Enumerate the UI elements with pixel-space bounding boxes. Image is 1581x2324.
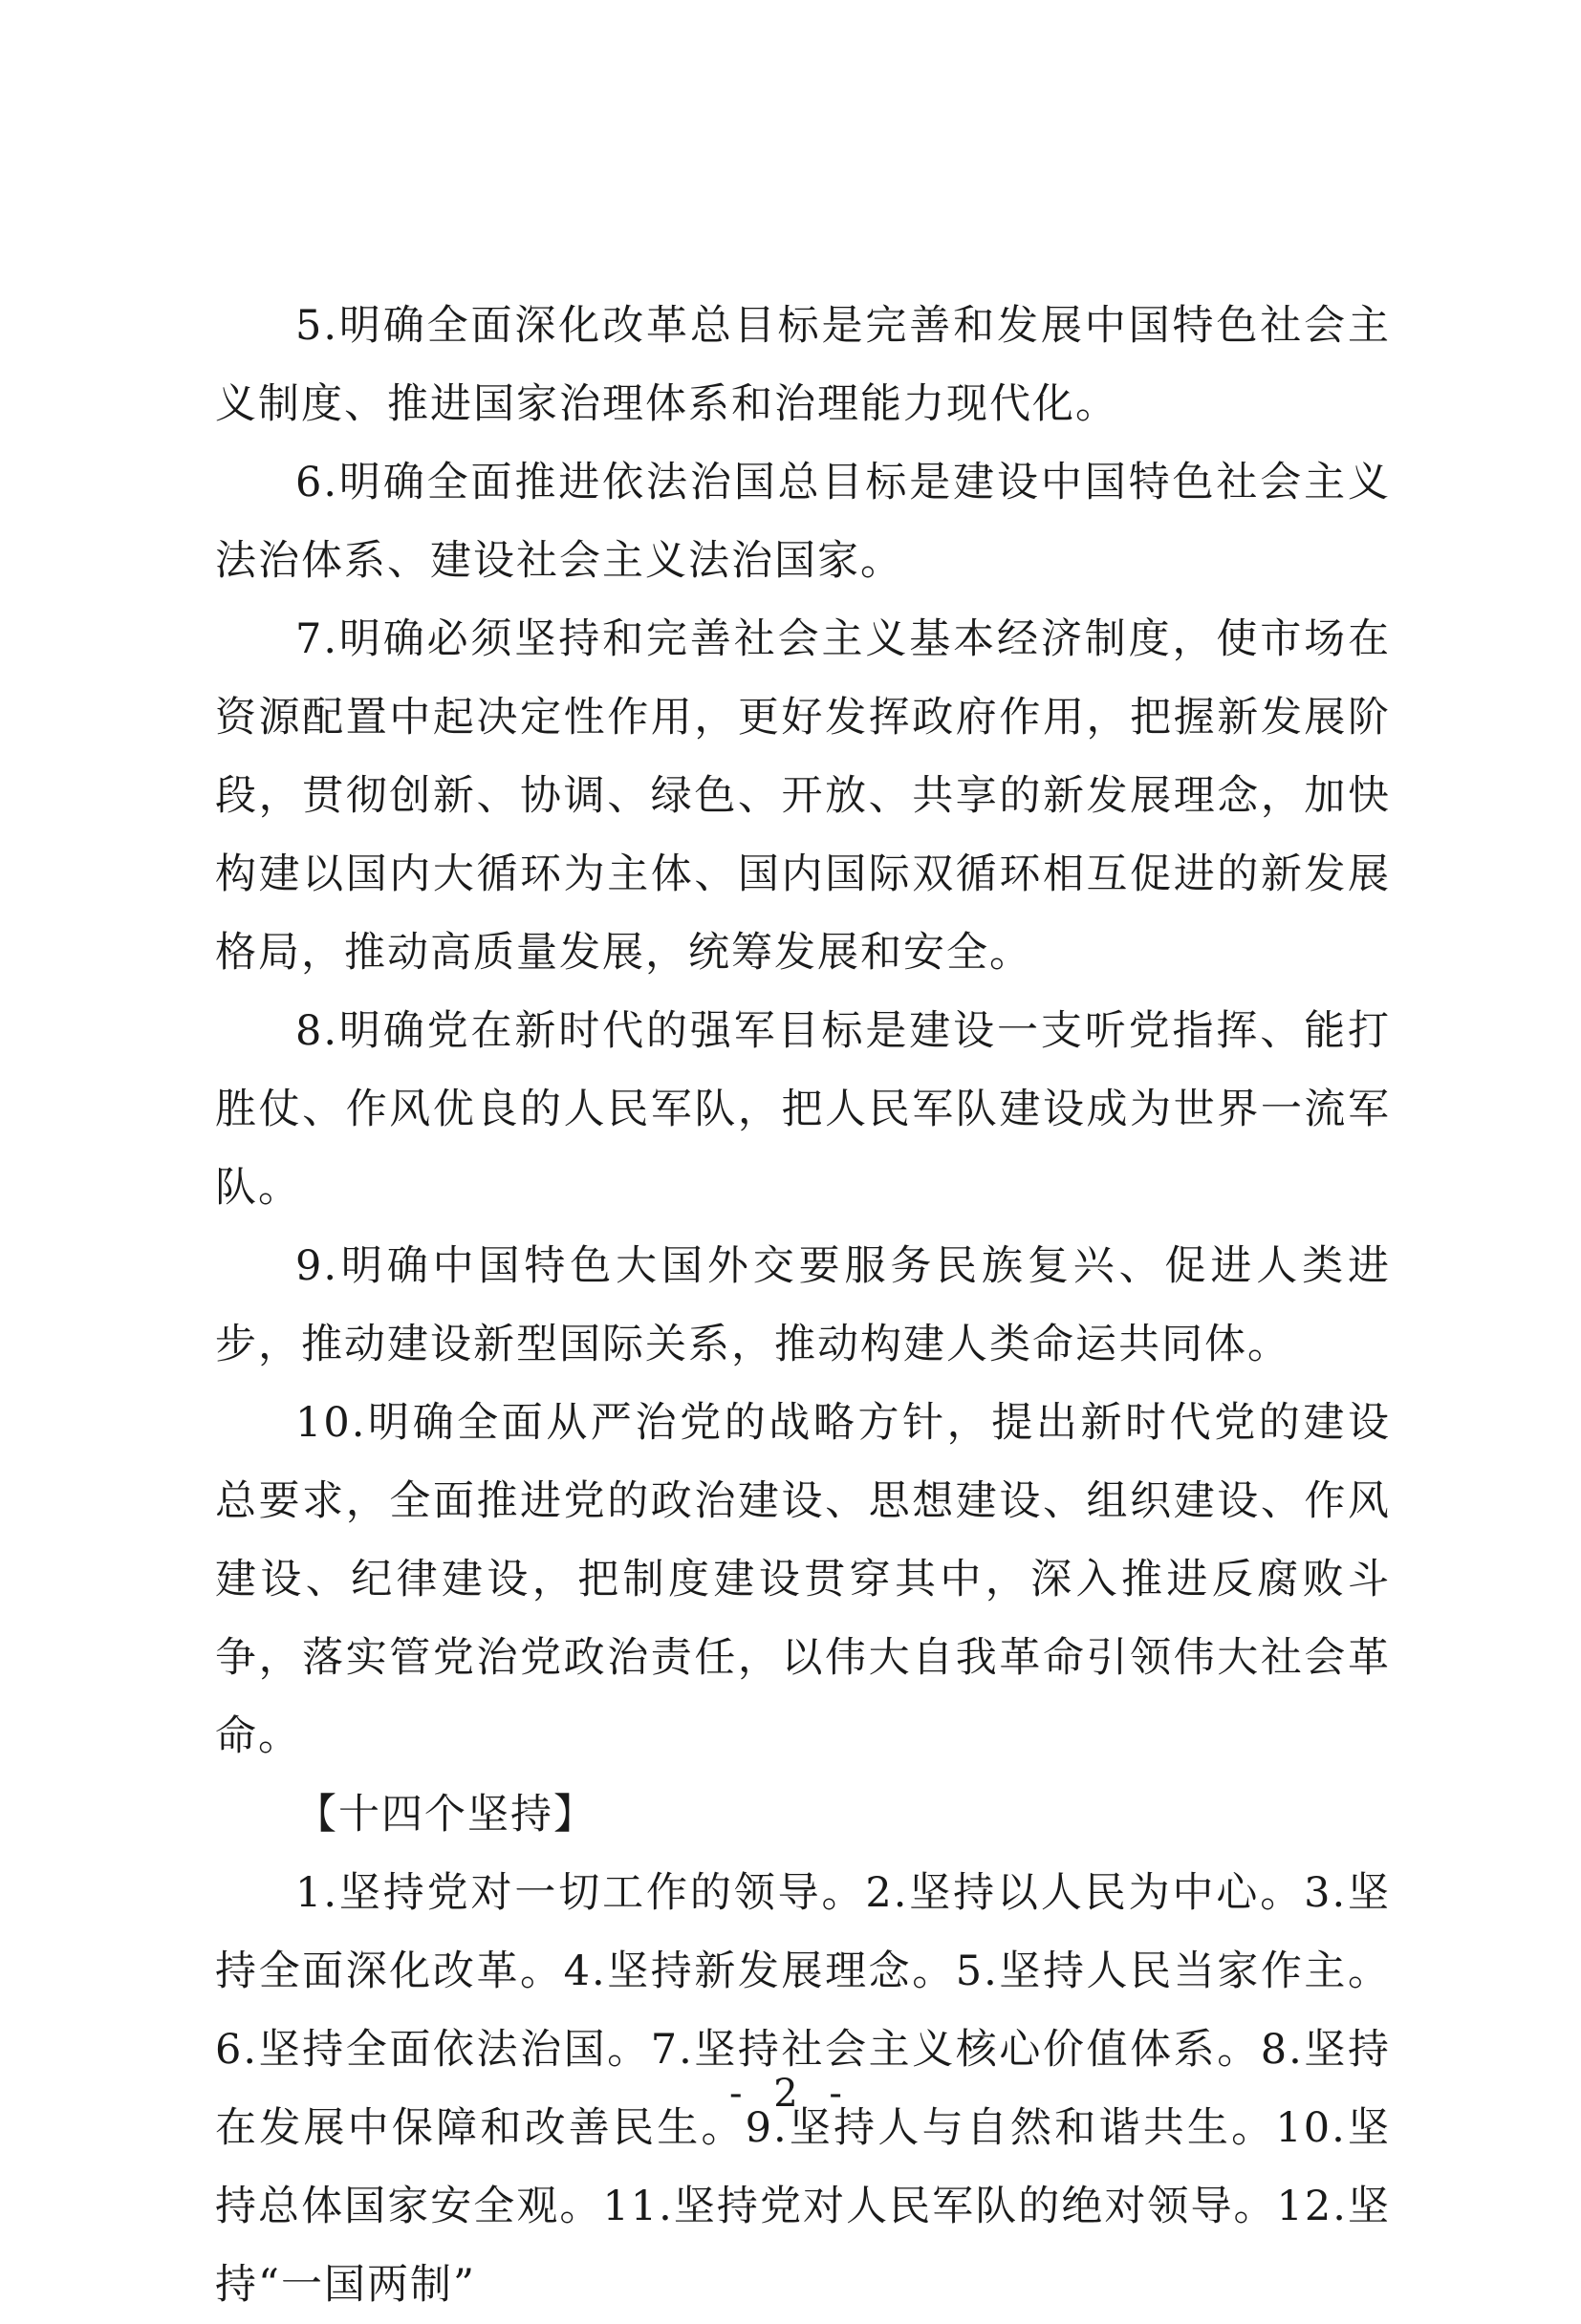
paragraph-item-9: 9.明确中国特色大国外交要服务民族复兴、促进人类进步，推动建设新型国际关系，推动构建人类命运共同体。 (215, 1242, 1391, 1368)
paragraph-item-8: 8.明确党在新时代的强军目标是建设一支听党指挥、能打胜仗、作风优良的人民军队，把人民军队建设成为世界一流军队。 (215, 1007, 1391, 1212)
paragraph-item-7: 7.明确必须坚持和完善社会主义基本经济制度，使市场在资源配置中起决定性作用，更好发挥政府作用，把握新发展阶段，贯彻创新、协调、绿色、开放、共享的新发展理念，加快构建以国内大循环为主体、国内国际双循环相互促进的新发展格局，推动高质量发展，统筹发展和安全。 (215, 615, 1391, 977)
paragraph-item-5: 5.明确全面深化改革总目标是完善和发展中国特色社会主义制度、推进国家治理体系和治理能力现代化。 (215, 302, 1391, 428)
paragraph-item-6: 6.明确全面推进依法治国总目标是建设中国特色社会主义法治体系、建设社会主义法治国家。 (215, 459, 1391, 585)
section-heading: 【十四个坚持】 (295, 1791, 596, 1839)
paragraph-item-10: 10.明确全面从严治党的战略方针，提出新时代党的建设总要求，全面推进党的政治建设、思想建设、组织建设、作风建设、纪律建设，把制度建设贯穿其中，深入推进反腐败斗争，落实管党治党政治责任，以伟大自我革命引领伟大社会革命。 (215, 1399, 1391, 1760)
page-number: - 2 - (729, 2072, 852, 2116)
section-paragraph: 1.坚持党对一切工作的领导。2.坚持以人民为中心。3.坚持全面深化改革。4.坚持新发展理念。5.坚持人民当家作主。6.坚持全面依法治国。7.坚持社会主义核心价值体系。8.坚持在发展中保障和改善民生。9.坚持人与自然和谐共生。10.坚持总体国家安全观。11.坚持党对人民军队的绝对领导。12.坚持“一国两制” (215, 1869, 1391, 2309)
document-body (215, 287, 1391, 2324)
